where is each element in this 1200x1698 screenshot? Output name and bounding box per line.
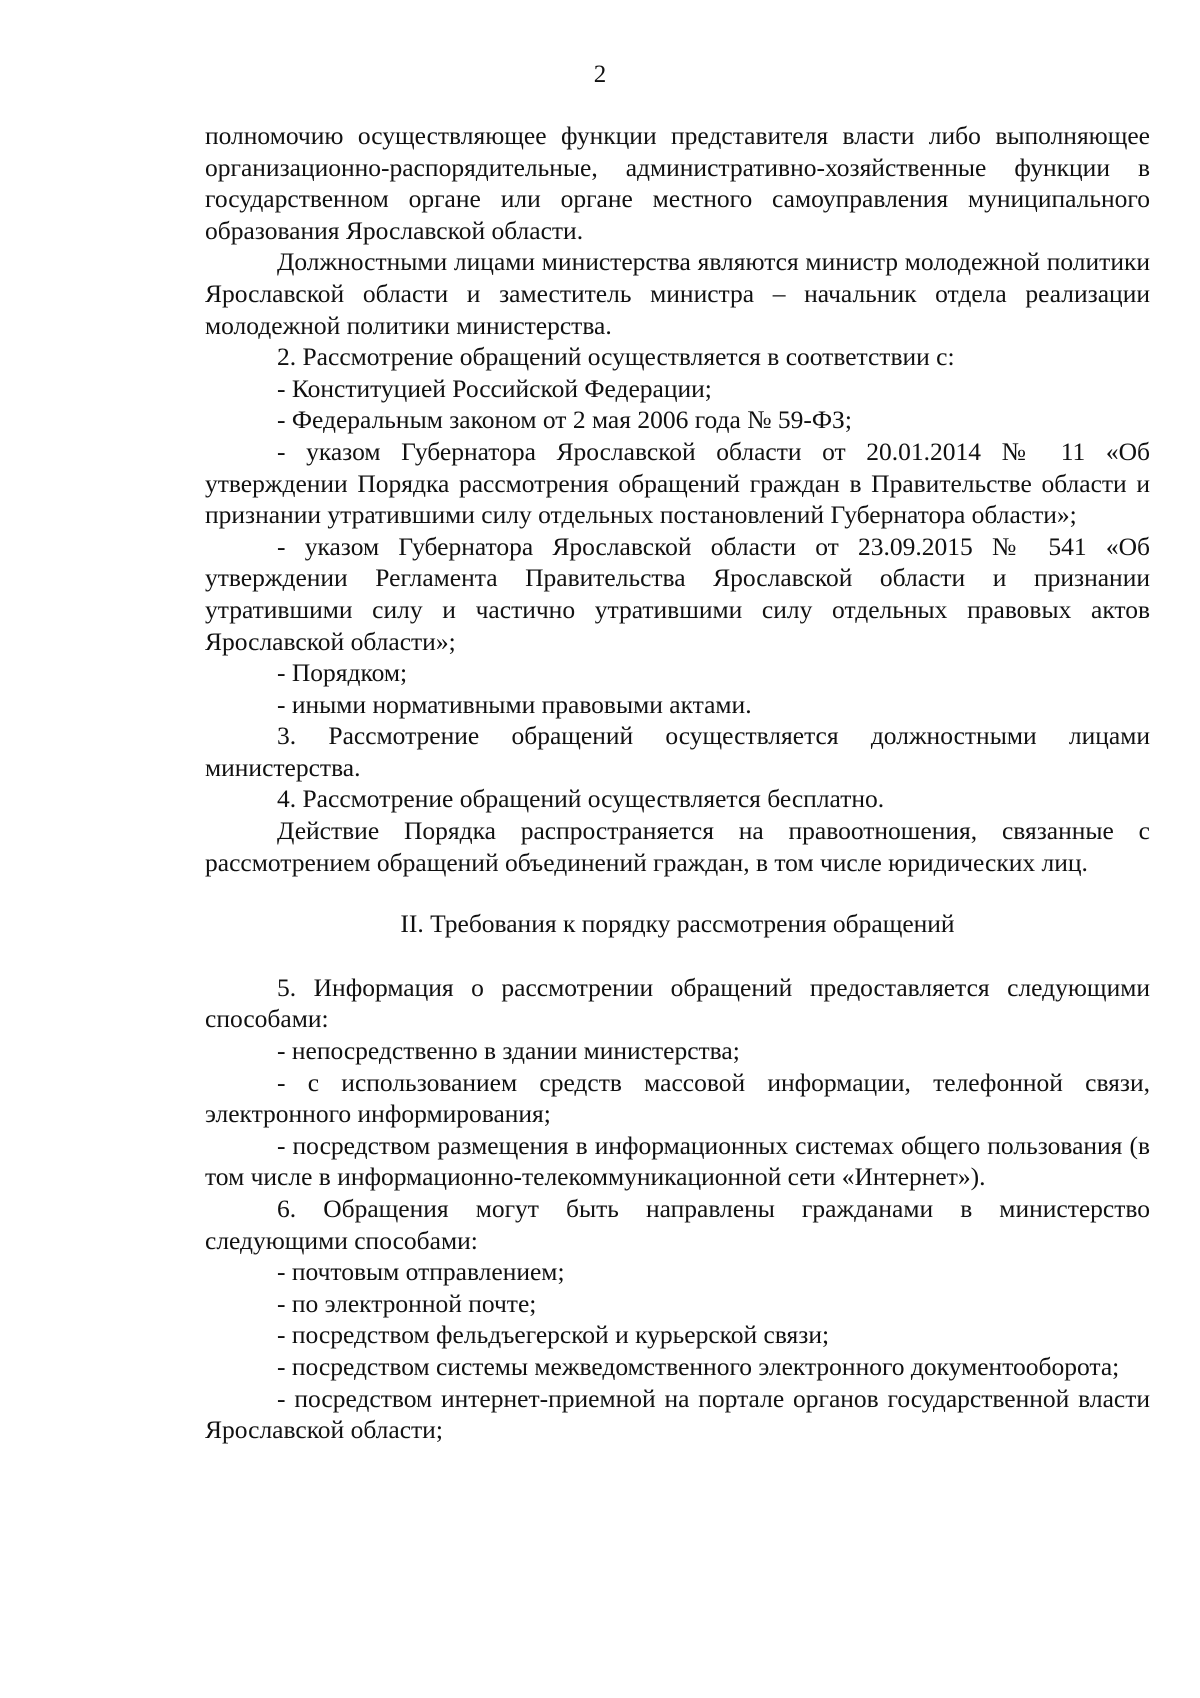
list-item-internet-reception: - посредством интернет-приемной на портале органов государственной власти Ярославской области; <box>205 1383 1150 1445</box>
list-item-other-acts: - иными нормативными правовыми актами. <box>277 689 752 719</box>
list-item-media: - с использованием средств массовой информации, телефонной связи, электронного информирования; <box>205 1067 1150 1129</box>
paragraph-item-6: 6. Обращения могут быть направлены гражданами в министерство следующими способами: <box>205 1194 1150 1255</box>
section-heading: II. Требования к порядку рассмотрения обращений <box>400 909 955 939</box>
list-item-email: - по электронной почте; <box>277 1288 537 1318</box>
paragraph-continuation: полномочию осуществляющее функции представителя власти либо выполняющее организационно-распорядительные, административно-хозяйственные функции в государственном органе или органе местного самоуправления муниципального образования Ярославской области. <box>205 121 1150 245</box>
list-item-decree-541: - указом Губернатора Ярославской области от 23.09.2015 № 541 «Об утверждении Регламента Правительства Ярославской области и признании утратившими силу и частично утратившими силу отдельных правовых актов Ярославской области»; <box>205 531 1150 656</box>
paragraph-item-2: 2. Рассмотрение обращений осуществляется в соответствии с: <box>277 342 955 372</box>
list-item-post: - почтовым отправлением; <box>277 1257 565 1287</box>
list-item-courier: - посредством фельдъегерской и курьерской связи; <box>277 1320 830 1350</box>
document-body <box>205 120 1150 1446</box>
page-number: 2 <box>593 61 607 88</box>
paragraph-scope: Действие Порядка распространяется на правоотношения, связанные с рассмотрением обращений объединений граждан, в том числе юридических лиц. <box>205 816 1150 877</box>
paragraph-item-5: 5. Информация о рассмотрении обращений предоставляется следующими способами: <box>205 972 1150 1034</box>
paragraph-officials: Должностными лицами министерства являются министр молодежной политики Ярославской области и заместитель министра – начальник отдела реализации молодежной политики министерства. <box>205 247 1150 340</box>
list-item-info-systems: - посредством размещения в информационных системах общего пользования (в том числе в информационно-телекоммуникационной сети «Интернет»). <box>205 1130 1150 1192</box>
list-item-decree-11: - указом Губернатора Ярославской области от 20.01.2014 № 11 «Об утверждении Порядка рассмотрения обращений граждан в Правительстве области и признании утратившими силу отдельных постановлений Губернатора области»; <box>205 436 1150 530</box>
list-item-federal-law: - Федеральным законом от 2 мая 2006 года № 59-ФЗ; <box>277 405 852 435</box>
list-item-constitution: - Конституцией Российской Федерации; <box>277 373 712 403</box>
paragraph-item-4: 4. Рассмотрение обращений осуществляется бесплатно. <box>277 784 885 814</box>
list-item-in-building: - непосредственно в здании министерства; <box>277 1036 740 1066</box>
list-item-edms: - посредством системы межведомственного электронного документооборота; <box>277 1351 1120 1381</box>
list-item-procedure: - Порядком; <box>277 658 408 688</box>
paragraph-item-3: 3. Рассмотрение обращений осуществляется должностными лицами министерства. <box>205 721 1150 782</box>
